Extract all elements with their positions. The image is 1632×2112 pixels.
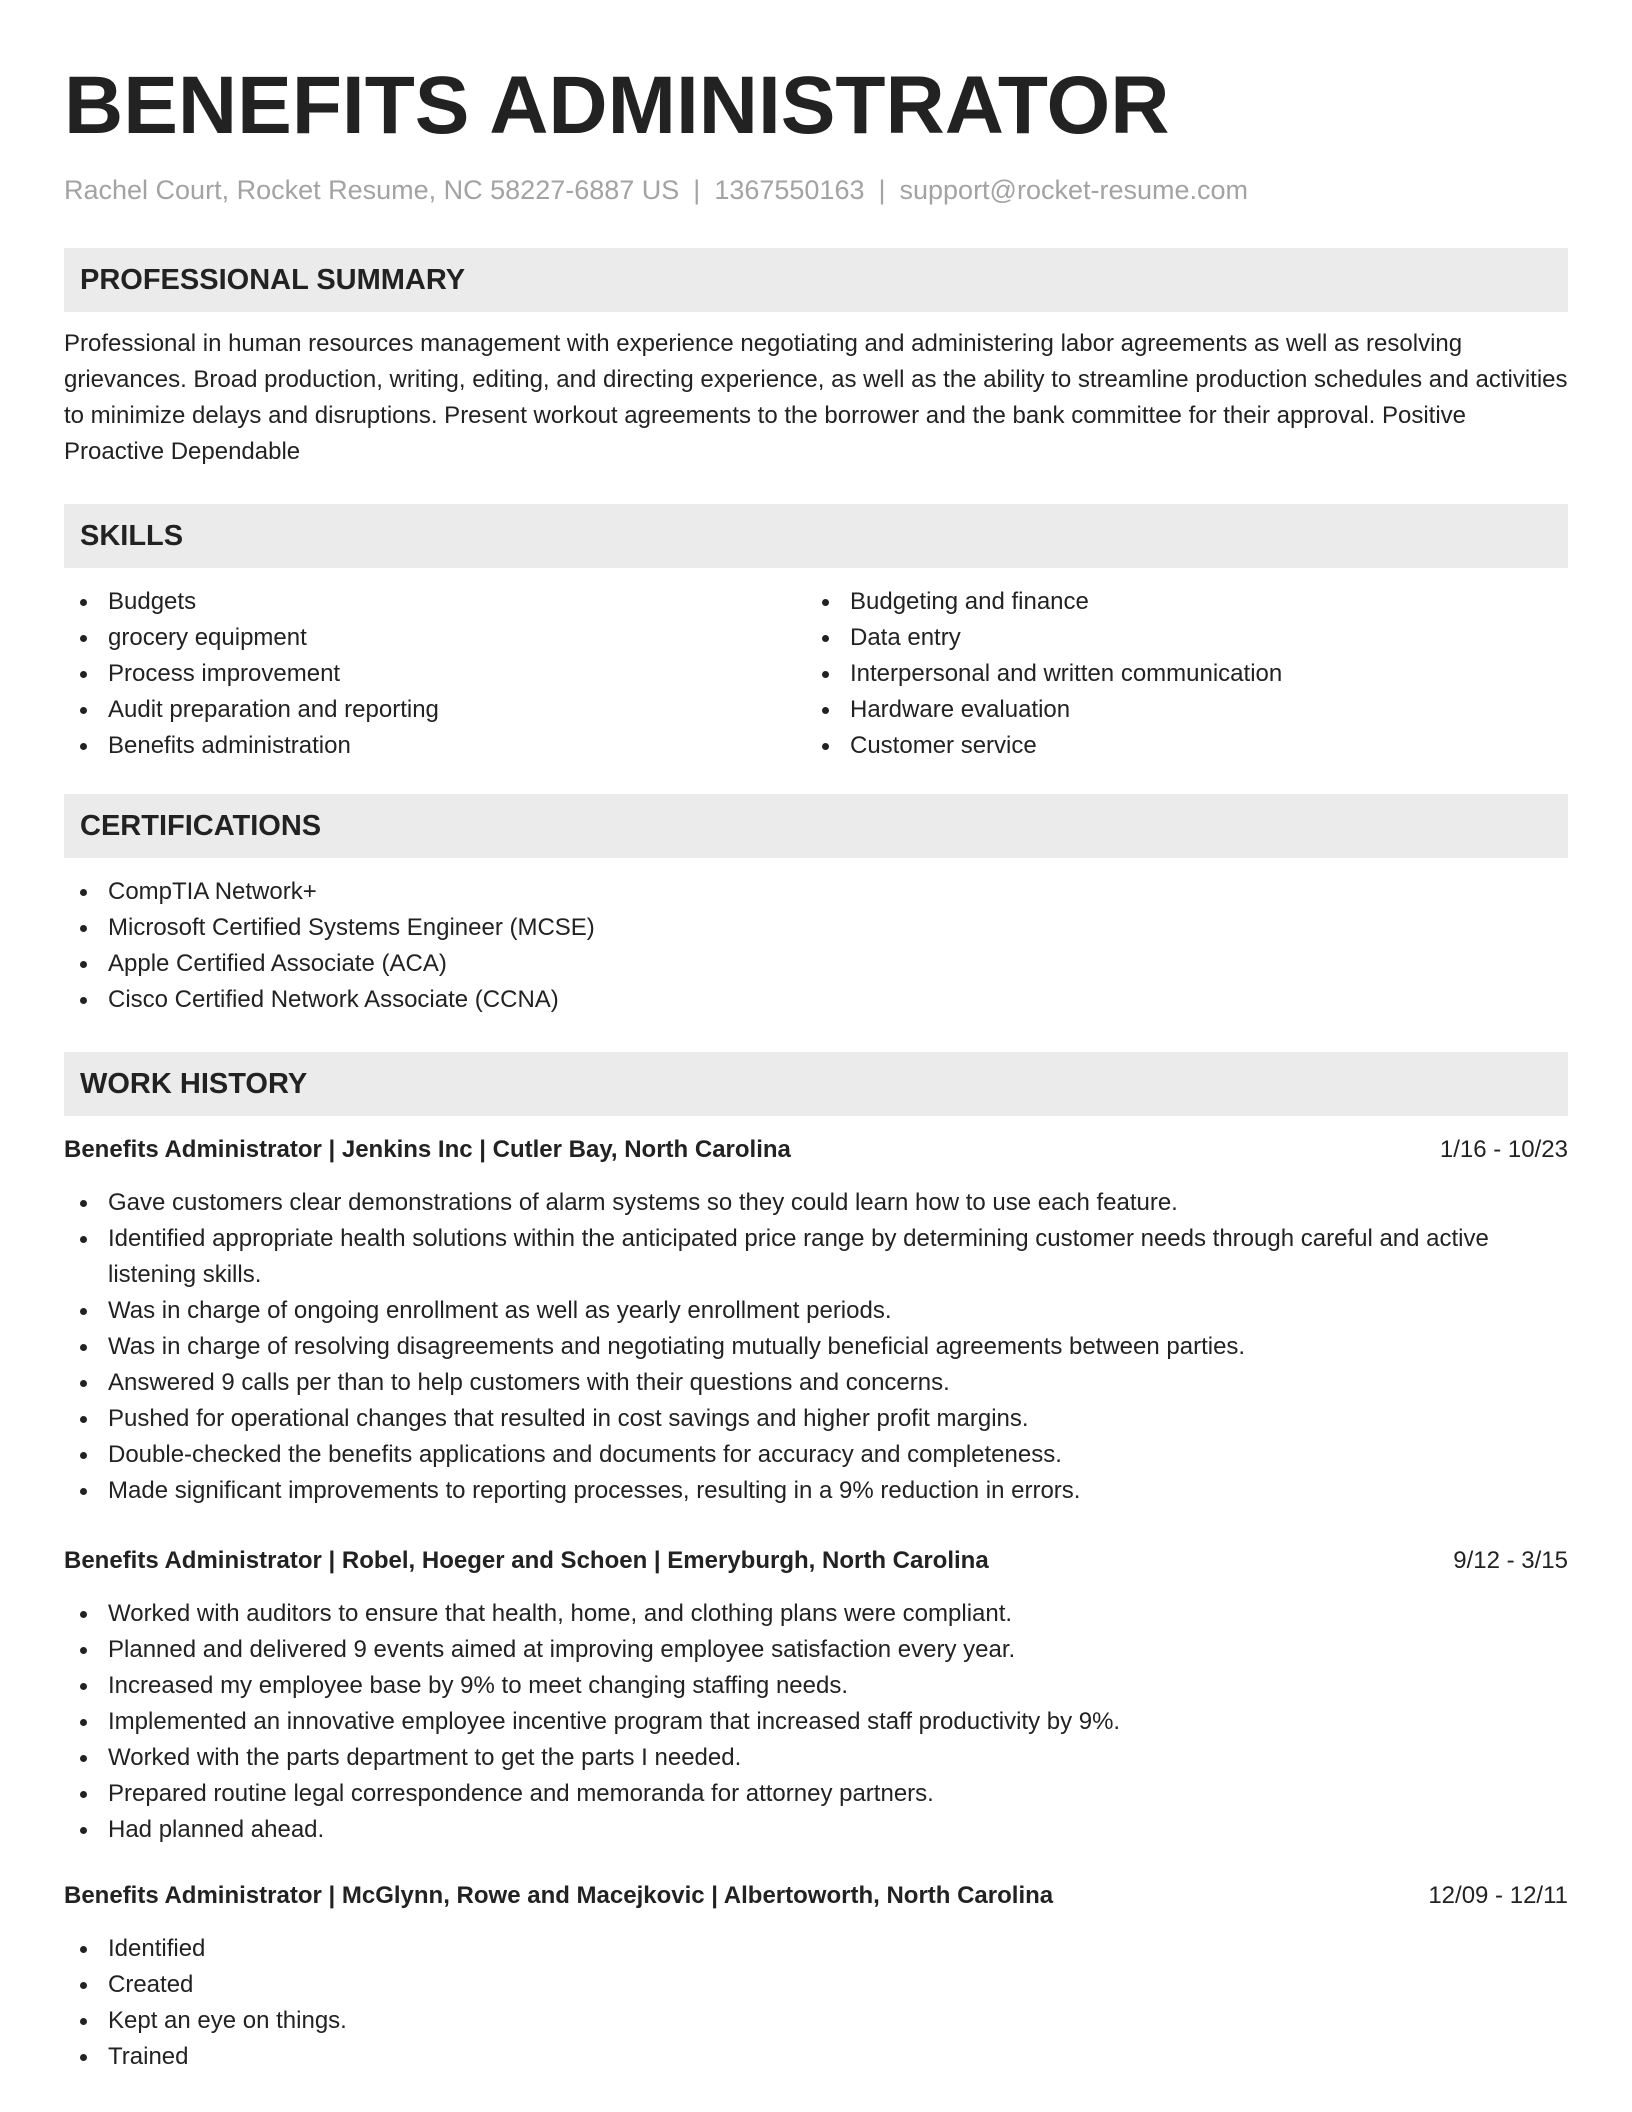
contact-phone: 1367550163 — [714, 175, 865, 205]
job-entry — [64, 1132, 1568, 1509]
contact-separator: | — [693, 175, 701, 205]
job-entry — [64, 1878, 1568, 2075]
list-item: grocery equipment — [64, 620, 806, 656]
list-item: Worked with auditors to ensure that health, home, and clothing plans were compliant. — [64, 1596, 1568, 1632]
certifications-heading: CERTIFICATIONS — [64, 794, 1568, 858]
skills-left-list — [64, 584, 806, 764]
summary-heading: PROFESSIONAL SUMMARY — [64, 248, 1568, 312]
list-item: Process improvement — [64, 656, 806, 692]
work-history-heading: WORK HISTORY — [64, 1052, 1568, 1116]
certifications-section — [64, 794, 1568, 1018]
list-item: Hardware evaluation — [806, 692, 1548, 728]
list-item: CompTIA Network+ — [64, 874, 1568, 910]
contact-separator: | — [878, 175, 886, 205]
skills-right-list — [806, 584, 1548, 764]
list-item: Cisco Certified Network Associate (CCNA) — [64, 982, 1568, 1018]
job-title-line: Benefits Administrator | Jenkins Inc | Cutler Bay, North Carolina — [64, 1136, 791, 1163]
summary-text: Professional in human resources management with experience negotiating and administering labor agreements as well as resolving grievances. Broad production, writing, editing, and directing experience, as well as the ability to streamline production schedules and activities to minimize delays and disruptions. Present workout agreements to the borrower and the bank committee for their approval. Positive Proactive Dependable — [64, 330, 1568, 465]
job-bullets — [64, 1596, 1568, 1848]
job-entry — [64, 1543, 1568, 1848]
summary-section — [64, 248, 1568, 470]
list-item: Gave customers clear demonstrations of alarm systems so they could learn how to use each feature. — [64, 1185, 1568, 1221]
job-bullets — [64, 1931, 1568, 2075]
list-item: Made significant improvements to reporting processes, resulting in a 9% reduction in errors. — [64, 1473, 1568, 1509]
list-item: Identified — [64, 1931, 1568, 1967]
list-item: Prepared routine legal correspondence and memoranda for attorney partners. — [64, 1776, 1568, 1812]
job-dates: 12/09 - 12/11 — [1428, 1882, 1568, 1909]
job-title-line: Benefits Administrator | Robel, Hoeger and Schoen | Emeryburgh, North Carolina — [64, 1547, 989, 1574]
certifications-list — [64, 874, 1568, 1018]
list-item: Interpersonal and written communication — [806, 656, 1548, 692]
list-item: Benefits administration — [64, 728, 806, 764]
list-item: Planned and delivered 9 events aimed at improving employee satisfaction every year. — [64, 1632, 1568, 1668]
resume-title: BENEFITS ADMINISTRATOR — [64, 60, 1170, 151]
skills-section — [64, 504, 1568, 764]
contact-email: support@rocket-resume.com — [899, 175, 1249, 205]
list-item: Trained — [64, 2039, 1568, 2075]
list-item: Created — [64, 1967, 1568, 2003]
resume-page — [64, 0, 1568, 2075]
list-item: Apple Certified Associate (ACA) — [64, 946, 1568, 982]
list-item: Worked with the parts department to get the parts I needed. — [64, 1740, 1568, 1776]
list-item: Budgeting and finance — [806, 584, 1548, 620]
list-item: Was in charge of resolving disagreements and negotiating mutually beneficial agreements between parties. — [64, 1329, 1568, 1365]
work-history-section — [64, 1052, 1568, 2075]
list-item: Identified appropriate health solutions within the anticipated price range by determining customer needs through careful and active listening skills. — [64, 1221, 1568, 1293]
list-item: Implemented an innovative employee incentive program that increased staff productivity by 9%. — [64, 1704, 1568, 1740]
list-item: Increased my employee base by 9% to meet changing staffing needs. — [64, 1668, 1568, 1704]
list-item: Was in charge of ongoing enrollment as well as yearly enrollment periods. — [64, 1293, 1568, 1329]
job-header — [64, 1878, 1568, 1914]
list-item: Had planned ahead. — [64, 1812, 1568, 1848]
job-header — [64, 1543, 1568, 1579]
list-item: Answered 9 calls per than to help customers with their questions and concerns. — [64, 1365, 1568, 1401]
list-item: Pushed for operational changes that resulted in cost savings and higher profit margins. — [64, 1401, 1568, 1437]
list-item: Kept an eye on things. — [64, 2003, 1568, 2039]
skills-grid — [64, 584, 1568, 764]
list-item: Data entry — [806, 620, 1548, 656]
skills-heading: SKILLS — [64, 504, 1568, 568]
list-item: Budgets — [64, 584, 806, 620]
list-item: Microsoft Certified Systems Engineer (MCSE) — [64, 910, 1568, 946]
job-header — [64, 1132, 1568, 1168]
job-dates: 1/16 - 10/23 — [1439, 1136, 1568, 1163]
contact-address: Rachel Court, Rocket Resume, NC 58227-6887 US — [64, 175, 680, 205]
list-item: Customer service — [806, 728, 1548, 764]
contact-line — [64, 172, 1568, 208]
job-bullets — [64, 1185, 1568, 1509]
list-item: Audit preparation and reporting — [64, 692, 806, 728]
job-dates: 9/12 - 3/15 — [1453, 1547, 1568, 1574]
list-item: Double-checked the benefits applications and documents for accuracy and completeness. — [64, 1437, 1568, 1473]
job-title-line: Benefits Administrator | McGlynn, Rowe and Macejkovic | Albertoworth, North Carolina — [64, 1882, 1054, 1909]
